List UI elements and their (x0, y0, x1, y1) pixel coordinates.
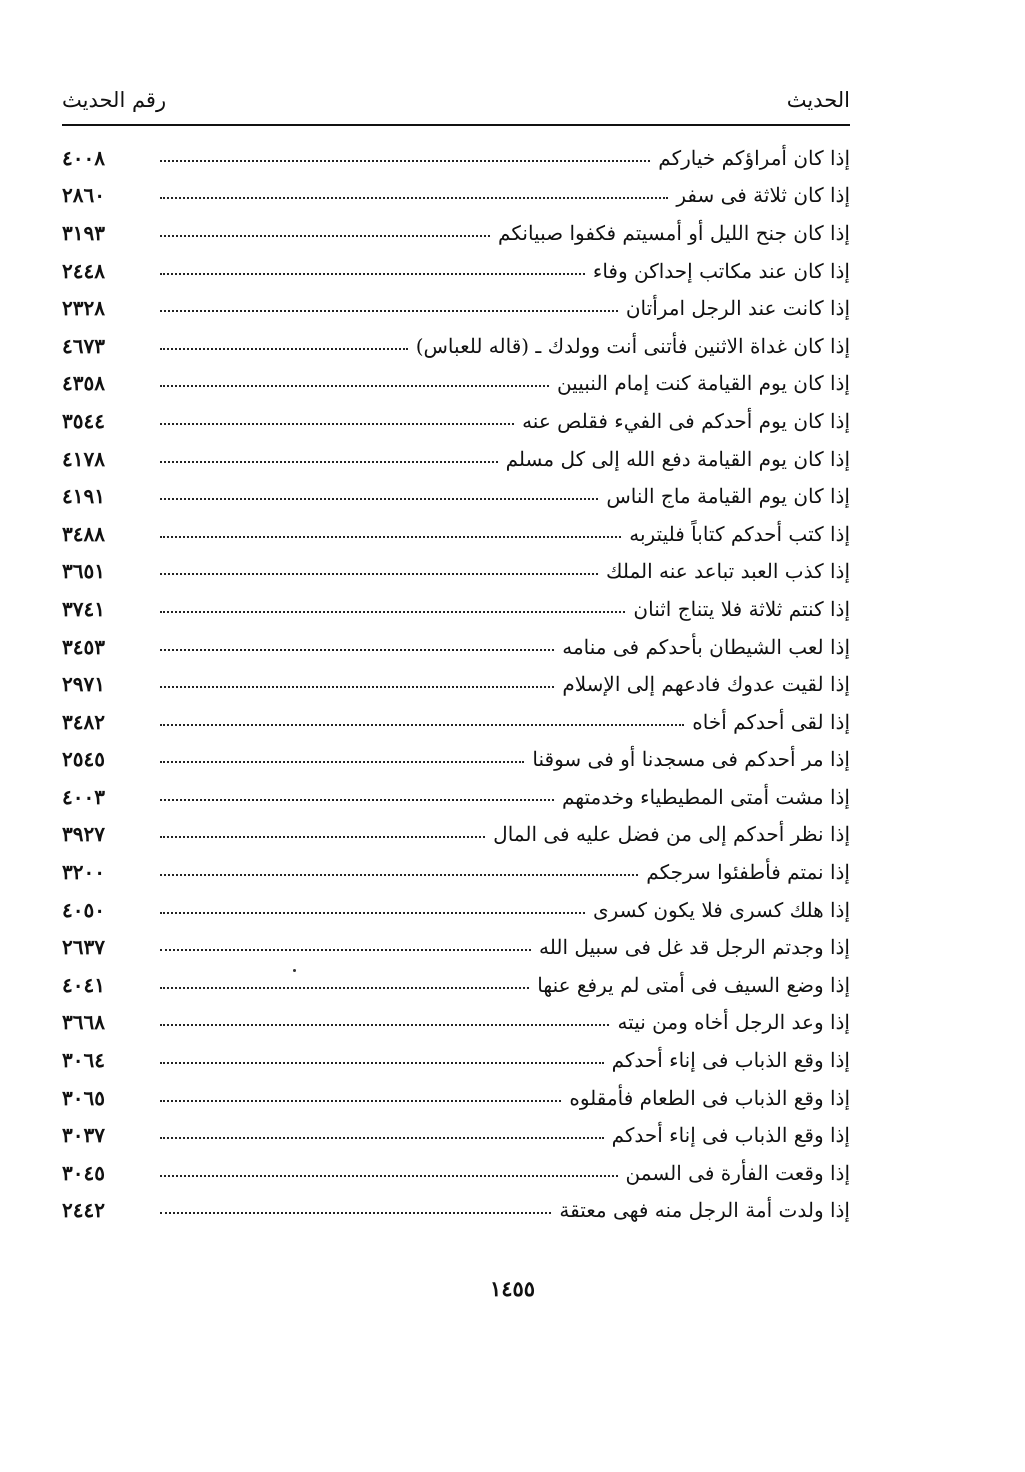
dotted-leader (160, 1137, 604, 1139)
index-entry (62, 1154, 850, 1192)
dotted-leader (160, 348, 408, 350)
dotted-leader (160, 310, 618, 312)
hadith-number: ٢٦٣٧ (62, 935, 105, 960)
hadith-incipit: إذا كان جنح الليل أو أمسيتم فكفوا صبيانكم (498, 220, 850, 245)
index-entry (62, 966, 850, 1004)
dotted-leader (160, 686, 554, 688)
index-entry (62, 289, 850, 327)
index-entry (62, 703, 850, 741)
dotted-leader (160, 461, 498, 463)
hadith-number: ٣١٩٣ (62, 220, 105, 245)
index-entry (62, 402, 850, 440)
index-entry (62, 1116, 850, 1154)
dotted-leader (160, 949, 531, 951)
hadith-incipit: إذا نمتم فأطفئوا سرجكم (646, 860, 850, 885)
hadith-incipit: إذا كان يوم القيامة ماج الناس (606, 484, 850, 509)
dotted-leader (160, 498, 598, 500)
hadith-number: ٢٤٤٢ (62, 1198, 105, 1223)
hadith-incipit: إذا ولدت أمة الرجل منه فهى معتقة (559, 1198, 850, 1223)
hadith-incipit: إذا وضع السيف فى أمتى لم يرفع عنها (537, 972, 850, 997)
hadith-number: ٤٠٠٨ (62, 145, 105, 170)
column-heading-hadith-number: رقم الحديث (62, 88, 167, 112)
index-entry (62, 365, 850, 403)
index-entry (62, 440, 850, 478)
index-entry (62, 816, 850, 854)
dotted-leader (160, 912, 585, 914)
index-entry (62, 1004, 850, 1042)
hadith-number: ٣٦٦٨ (62, 1010, 105, 1035)
index-entry (62, 891, 850, 929)
page-header (62, 82, 850, 122)
hadith-number: ٤٠٥٠ (62, 897, 105, 922)
hadith-incipit: إذا لعب الشيطان بأحدكم فى منامه (562, 634, 850, 659)
hadith-number: ٤٠٤١ (62, 972, 105, 997)
hadith-number: ٤٠٠٣ (62, 784, 105, 809)
dotted-leader (160, 1062, 604, 1064)
dotted-leader (160, 536, 621, 538)
index-entry (62, 853, 850, 891)
dotted-leader (160, 1175, 618, 1177)
index-entry (62, 214, 850, 252)
index-entry (62, 327, 850, 365)
hadith-incipit: إذا كتب أحدكم كتاباً فليتربه (629, 521, 850, 546)
hadith-incipit: إذا كان عند مكاتب إحداكن وفاء (592, 258, 850, 283)
print-speck (293, 969, 296, 972)
hadith-number: ٣٠٣٧ (62, 1123, 105, 1148)
index-entry (62, 665, 850, 703)
hadith-number: ٣٤٨٢ (62, 709, 105, 734)
hadith-incipit: إذا كان غداة الاثنين فأتنى أنت وولدك ـ (قاله للعباس) (415, 333, 850, 358)
index-entry (62, 1192, 850, 1230)
hadith-number: ٣٧٤١ (62, 596, 105, 621)
dotted-leader (160, 987, 529, 989)
hadith-incipit: إذا كانت عند الرجل امرأتان (625, 296, 850, 321)
index-entry (62, 778, 850, 816)
hadith-incipit: إذا كان ثلاثة فى سفر (676, 183, 850, 208)
dotted-leader (160, 799, 554, 801)
hadith-number: ٢٥٤٥ (62, 747, 105, 772)
hadith-number: ٢٨٦٠ (62, 183, 105, 208)
hadith-number: ٣٢٠٠ (62, 860, 105, 885)
hadith-incipit: إذا كذب العبد تباعد عنه الملك (606, 559, 850, 584)
index-entry (62, 1041, 850, 1079)
index-entry (62, 628, 850, 666)
hadith-incipit: إذا وقع الذباب فى إناء أحدكم (611, 1048, 850, 1073)
dotted-leader (160, 649, 554, 651)
dotted-leader (160, 874, 638, 876)
index-entry (62, 252, 850, 290)
hadith-incipit: إذا وجدتم الرجل قد غل فى سبيل الله (539, 935, 850, 960)
index-entry (62, 139, 850, 177)
hadith-incipit: إذا هلك كسرى فلا يكون كسرى (592, 897, 850, 922)
dotted-leader (160, 235, 490, 237)
hadith-number: ٣٥٤٤ (62, 408, 105, 433)
hadith-number: ٤١٩١ (62, 484, 105, 509)
hadith-number: ٣٠٦٤ (62, 1048, 105, 1073)
hadith-number: ٣٩٢٧ (62, 822, 105, 847)
hadith-index-list (62, 139, 850, 1229)
index-entry (62, 1079, 850, 1117)
hadith-incipit: إذا كان يوم أحدكم فى الفيء فقلص عنه (522, 408, 850, 433)
header-rule (62, 124, 850, 126)
index-entry (62, 177, 850, 215)
hadith-number: ٣٤٥٣ (62, 634, 105, 659)
dotted-leader (160, 197, 668, 199)
hadith-incipit: إذا وقع الذباب فى الطعام فأمقلوه (569, 1085, 850, 1110)
hadith-number: ٢٣٢٨ (62, 296, 105, 321)
hadith-incipit: إذا كان أمراؤكم خياركم (658, 145, 850, 170)
hadith-incipit: إذا كان يوم القيامة كنت إمام النبيين (556, 371, 850, 396)
hadith-number: ٣٤٨٨ (62, 521, 105, 546)
index-entry (62, 590, 850, 628)
dotted-leader (160, 1024, 609, 1026)
dotted-leader (160, 573, 598, 575)
hadith-number: ٣٦٥١ (62, 559, 105, 584)
hadith-number: ٢٩٧١ (62, 672, 105, 697)
dotted-leader (160, 761, 524, 763)
index-entry (62, 741, 850, 779)
hadith-incipit: إذا كنتم ثلاثة فلا يتناج اثنان (633, 596, 850, 621)
hadith-incipit: إذا لقيت عدوك فادعهم إلى الإسلام (562, 672, 850, 697)
dotted-leader (160, 1212, 551, 1214)
column-heading-hadith: الحديث (786, 88, 850, 112)
hadith-number: ٤٦٧٣ (62, 333, 105, 358)
dotted-leader (160, 1100, 561, 1102)
hadith-incipit: إذا وعد الرجل أخاه ومن نيته (617, 1010, 850, 1035)
index-entry (62, 515, 850, 553)
hadith-incipit: إذا كان يوم القيامة دفع الله إلى كل مسلم (505, 446, 850, 471)
hadith-incipit: إذا لقى أحدكم أخاه (692, 709, 850, 734)
dotted-leader (160, 385, 549, 387)
hadith-incipit: إذا وقع الذباب فى إناء أحدكم (611, 1123, 850, 1148)
hadith-number: ٢٤٤٨ (62, 258, 105, 283)
index-entry (62, 477, 850, 515)
dotted-leader (160, 724, 684, 726)
hadith-incipit: إذا وقعت الفأرة فى السمن (625, 1160, 850, 1185)
hadith-incipit: إذا مر أحدكم فى مسجدنا أو فى سوقنا (532, 747, 850, 772)
dotted-leader (160, 423, 514, 425)
hadith-incipit: إذا مشت أمتى المطيطياء وخدمتهم (561, 784, 850, 809)
dotted-leader (160, 611, 625, 613)
hadith-number: ٣٠٦٥ (62, 1085, 105, 1110)
dotted-leader (160, 160, 650, 162)
index-entry (62, 553, 850, 591)
hadith-number: ٤٣٥٨ (62, 371, 105, 396)
dotted-leader (160, 273, 585, 275)
hadith-number: ٣٠٤٥ (62, 1160, 105, 1185)
hadith-number: ٤١٧٨ (62, 446, 105, 471)
dotted-leader (160, 836, 485, 838)
page-number: ١٤٥٥ (489, 1276, 536, 1301)
hadith-incipit: إذا نظر أحدكم إلى من فضل عليه فى المال (493, 822, 850, 847)
index-entry (62, 928, 850, 966)
